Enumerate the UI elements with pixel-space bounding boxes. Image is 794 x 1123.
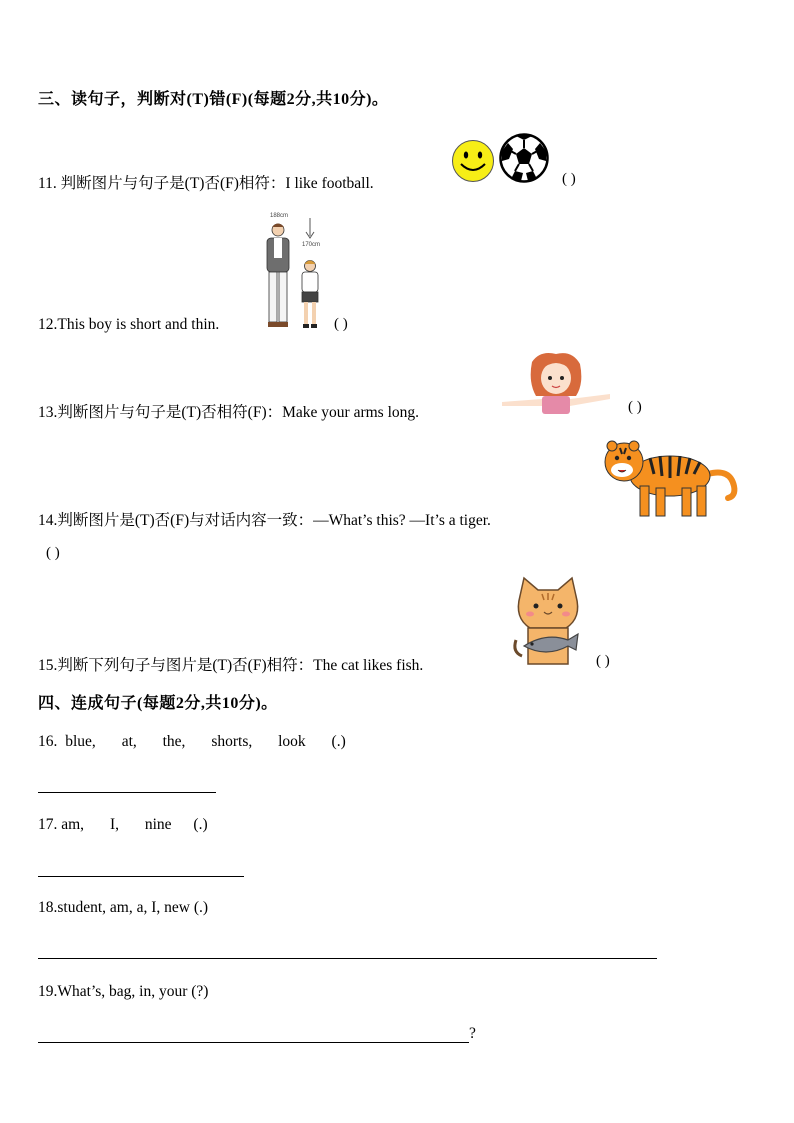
football-icon [499,133,549,183]
tiger-illustration [600,434,740,520]
question-19-words [38,983,208,1001]
answer-paren-11[interactable]: ( ) [562,171,576,187]
question-number: 18. [38,899,58,916]
answer-paren-12[interactable]: ( ) [334,316,348,332]
answer-line-16[interactable] [38,792,216,793]
word-token: at, [121,733,137,750]
answer-line-18[interactable] [38,958,657,959]
question-16-words [38,733,346,751]
line-end-question-mark: ? [469,1025,476,1042]
question-14-text: 14.判断图片是(T)否(F)与对话内容一致：—What’s this? —It’s a tiger. [38,512,491,529]
man-and-boy-height-illustration [258,208,336,332]
word-token: student, am, a, I, new (.) [57,899,209,916]
height-label-man: 188cm [270,213,289,219]
girl-arms-out-illustration [498,352,614,416]
question-18-words [38,899,208,917]
word-token: What’s, bag, in, your (?) [57,983,209,1000]
word-token: (.) [331,733,346,750]
answer-line-19[interactable] [38,1042,469,1043]
question-number: 17. [38,816,58,833]
word-token: look [278,733,306,750]
question-12-text: 12.This boy is short and thin. [38,316,220,333]
cat-with-fish-illustration [510,576,586,670]
question-number: 16. [38,733,58,750]
word-token: (.) [193,816,208,833]
question-number: 19. [38,983,58,1000]
section-3-heading: 三、读句子，判断对(T)错(F)(每题2分,共10分)。 [38,91,389,108]
answer-paren-15[interactable]: ( ) [596,653,610,669]
question-17-words [38,816,208,834]
answer-paren-14[interactable]: ( ) [46,545,60,561]
word-token: the, [162,733,186,750]
question-15-text: 15.判断下列句子与图片是(T)否(F)相符：The cat likes fish. [38,657,424,674]
word-token: am, [61,816,85,833]
word-token: shorts, [211,733,253,750]
question-13-text: 13.判断图片与句子是(T)否相符(F)：Make your arms long. [38,404,419,421]
section-4-heading: 四、连成句子(每题2分,共10分)。 [38,695,278,712]
word-token: I, [109,816,119,833]
smiley-face-icon [451,139,495,183]
height-label-boy: 170cm [302,242,321,248]
answer-paren-13[interactable]: ( ) [628,399,642,415]
answer-line-17[interactable] [38,876,244,877]
word-token: blue, [65,733,96,750]
question-11-text: 11. 判断图片与句子是(T)否(F)相符：I like football. [38,175,374,192]
word-token: nine [144,816,172,833]
